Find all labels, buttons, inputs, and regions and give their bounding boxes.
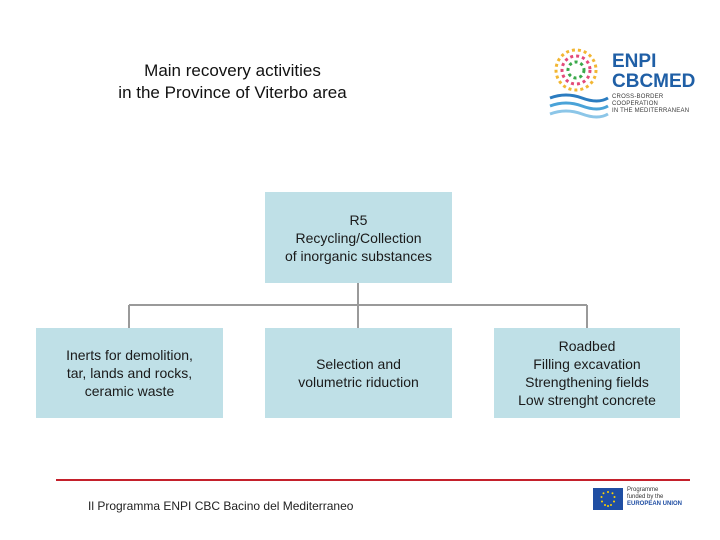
eu-line-1: Programme — [627, 487, 659, 493]
footer-divider — [56, 479, 690, 481]
root-line-2: Recycling/Collection — [295, 229, 422, 246]
child-node-inerts — [36, 328, 223, 418]
logo-tagline-line-2: IN THE MEDITERRANEAN — [612, 108, 690, 114]
eu-funding-badge — [627, 487, 682, 508]
logo-brand-line-2: CBCMED — [612, 71, 696, 92]
child2-line-2: volumetric riduction — [298, 374, 419, 390]
child1-line-1: Inerts for demolition, — [66, 347, 193, 363]
title-line-1: Main recovery activities — [144, 61, 321, 80]
child3-line-4: Low strenght concrete — [518, 392, 656, 408]
root-line-3: of inorganic substances — [284, 247, 433, 264]
child3-line-3: Strengthening fields — [525, 374, 649, 390]
footer-text: Il Programma ENPI CBC Bacino del Mediterraneo — [88, 499, 354, 513]
child3-line-2: Filling excavation — [533, 356, 641, 372]
eu-flag-icon — [593, 488, 623, 510]
child2-line-1: Selection and — [316, 356, 401, 372]
title-line-2: in the Province of Viterbo area — [118, 83, 347, 102]
child3-line-1: Roadbed — [558, 338, 616, 354]
child1-line-3: ceramic waste — [84, 383, 175, 399]
child-node-roadbed — [494, 328, 680, 418]
eu-line-2: funded by the — [627, 494, 664, 500]
eu-line-3: EUROPEAN UNION — [627, 501, 683, 507]
logo-brand-line-1: ENPI — [612, 51, 657, 72]
child1-line-2: tar, lands and rocks, — [66, 365, 193, 381]
root-node-r5 — [265, 192, 452, 283]
root-line-1: R5 — [349, 211, 368, 228]
logo-tagline-line-1: CROSS-BORDER COOPERATION — [612, 94, 664, 107]
child-node-selection — [265, 328, 452, 418]
